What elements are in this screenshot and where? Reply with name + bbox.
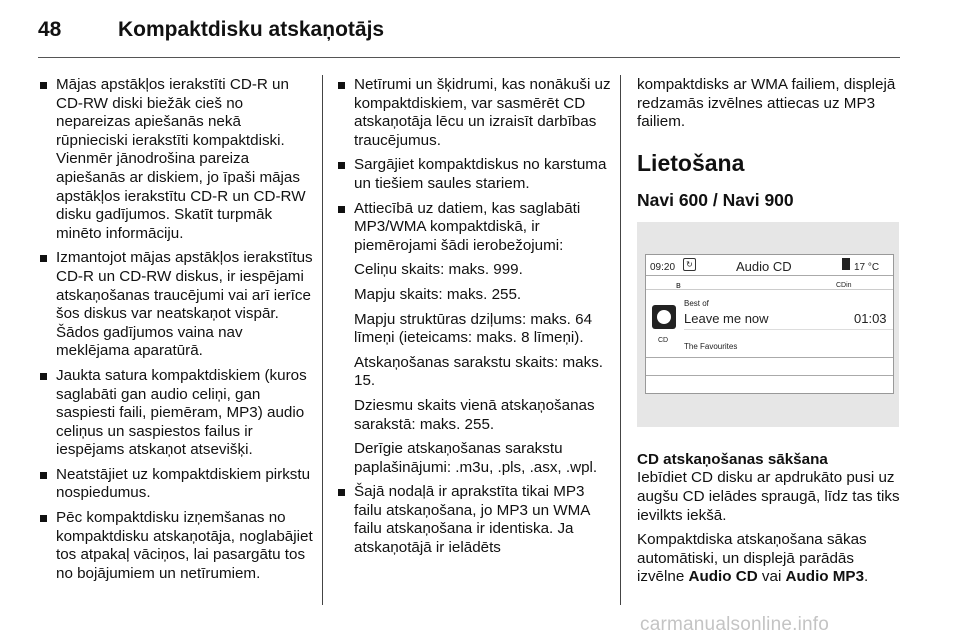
column-middle bbox=[336, 76, 611, 564]
text-run: Kompaktdiska atskaņošana sākas automātiski, un displejā parādās izvēlne bbox=[637, 531, 867, 586]
screen-separator bbox=[684, 329, 893, 330]
limit-item: Dziesmu skaits vienā atskaņošanas sarakstā: maks. 255. bbox=[354, 396, 595, 433]
screen-title: Audio CD bbox=[736, 258, 792, 274]
bullet-item: Sargājiet kompaktdiskus no karstuma un tiešiem saules stariem. bbox=[336, 156, 611, 193]
screen-separator bbox=[646, 375, 893, 376]
cdin-label: CDin bbox=[836, 281, 852, 289]
track-time: 01:03 bbox=[854, 310, 887, 326]
bullet-item: Attiecībā uz datiem, kas saglabāti MP3/WMA kompaktdiskā, ir piemērojami šādi ierobežojumi: bbox=[336, 200, 611, 256]
watermark: carmanualsonline.info bbox=[640, 614, 830, 635]
bullet-item: Mājas apstākļos ierakstīti CD-R un CD-RW diski biežāk cieš no nepareizas apiešanās nekā rūpnieciski ierakstīti kompaktdiski. Vienmēr jānodrošina pareiza apiešanās ar diskiem, jo īpaši mājas apstākļos ierakstītu CD-R un CD-RW disku gadījumos. Skatīt turpmāk minēto informāciju. bbox=[38, 76, 313, 243]
bullet-item: Jaukta satura kompaktdiskiem (kuros saglabāti gan audio celiņi, gan saspiesti faili, piemēram, MP3) audio celiņus un saspiestos failus ir iespējams atskaņot atsevišķi. bbox=[38, 367, 313, 460]
column-divider-1 bbox=[322, 75, 323, 605]
bluetooth-icon: ʙ bbox=[676, 279, 681, 290]
phone-icon bbox=[842, 258, 850, 270]
bullet-item: Netīrumi un šķidrumi, kas nonākuši uz kompaktdiskiem, var sasmērēt CD atskaņotāja lēcu un izraisīt darbības traucējumus. bbox=[336, 76, 611, 150]
limit-item: Derīgie atskaņošanas sarakstu paplašinājumi: .m3u, .pls, .asx, .wpl. bbox=[354, 440, 598, 476]
temperature-text: 17 °C bbox=[854, 261, 880, 273]
page-title: Kompaktdisku atskaņotājs bbox=[118, 18, 385, 41]
column-left bbox=[38, 76, 313, 589]
page-number: 48 bbox=[38, 18, 62, 41]
screen-status-bar bbox=[646, 255, 893, 276]
album-name: Best of bbox=[684, 298, 709, 308]
continuation-text: kompaktdisks ar WMA failiem, displejā redzamās izvēlnes attiecas uz MP3 failiem. bbox=[637, 76, 896, 131]
refresh-icon: ↻ bbox=[683, 258, 696, 271]
artist-name: The Favourites bbox=[684, 341, 738, 351]
text-run: . bbox=[864, 568, 869, 586]
audio-cd-screen bbox=[645, 254, 894, 394]
autoplay-paragraph bbox=[637, 531, 905, 587]
subsection-heading: Navi 600 / Navi 900 bbox=[637, 189, 794, 210]
screen-separator bbox=[646, 357, 893, 358]
screen-info-row bbox=[646, 275, 893, 290]
limit-item: Mapju skaits: maks. 255. bbox=[354, 285, 522, 303]
menu-name-audio-mp3: Audio MP3 bbox=[785, 568, 865, 586]
bullet-item: Šajā nodaļā ir aprakstīta tikai MP3 failu atskaņošana, jo MP3 un WMA failu atskaņošana ir identiska. Ja atskaņotājā ir ielādēts bbox=[336, 483, 611, 557]
bullet-item: Izmantojot mājas apstākļos ierakstītus CD-R un CD-RW diskus, ir iespējami atskaņošanas traucējumi vai arī ierīce šos diskus var neatskaņot vispār. Šādos gadījumos vaina nav meklējama aparatūrā. bbox=[38, 249, 313, 361]
track-name: Leave me now bbox=[684, 310, 769, 326]
menu-name-audio-cd: Audio CD bbox=[688, 568, 758, 586]
limit-item: Celiņu skaits: maks. 999. bbox=[354, 261, 523, 279]
section-heading: Lietošana bbox=[637, 149, 745, 176]
limit-item: Mapju struktūras dziļums: maks. 64 līmeņi (ieteicams: maks. 8 līmeņi). bbox=[354, 310, 593, 347]
column-right bbox=[637, 76, 905, 593]
insert-cd-paragraph: Iebīdiet CD disku ar apdrukāto pusi uz augšu CD ielādes spraugā, līdz tas tiks ievilkts iekšā. bbox=[637, 469, 900, 524]
bullet-item: Neatstājiet uz kompaktdiskiem pirkstu nospiedumus. bbox=[38, 466, 313, 503]
cd-label: CD bbox=[658, 336, 669, 344]
display-illustration bbox=[637, 222, 899, 427]
header-divider bbox=[38, 57, 900, 58]
cd-start-heading: CD atskaņošanas sākšana bbox=[637, 450, 828, 468]
page-header bbox=[38, 18, 384, 42]
text-run: vai bbox=[757, 568, 786, 586]
column-divider-2 bbox=[620, 75, 621, 605]
cd-icon bbox=[652, 305, 676, 329]
limit-item: Atskaņošanas sarakstu skaits: maks. 15. bbox=[354, 353, 604, 390]
bullet-item: Pēc kompaktdisku izņemšanas no kompaktdisku atskaņotāja, noglabājiet tos atpakaļ vāciņos, lai pasargātu tos no bojājumiem un netīrumiem. bbox=[38, 509, 313, 583]
clock-text: 09:20 bbox=[650, 261, 676, 273]
